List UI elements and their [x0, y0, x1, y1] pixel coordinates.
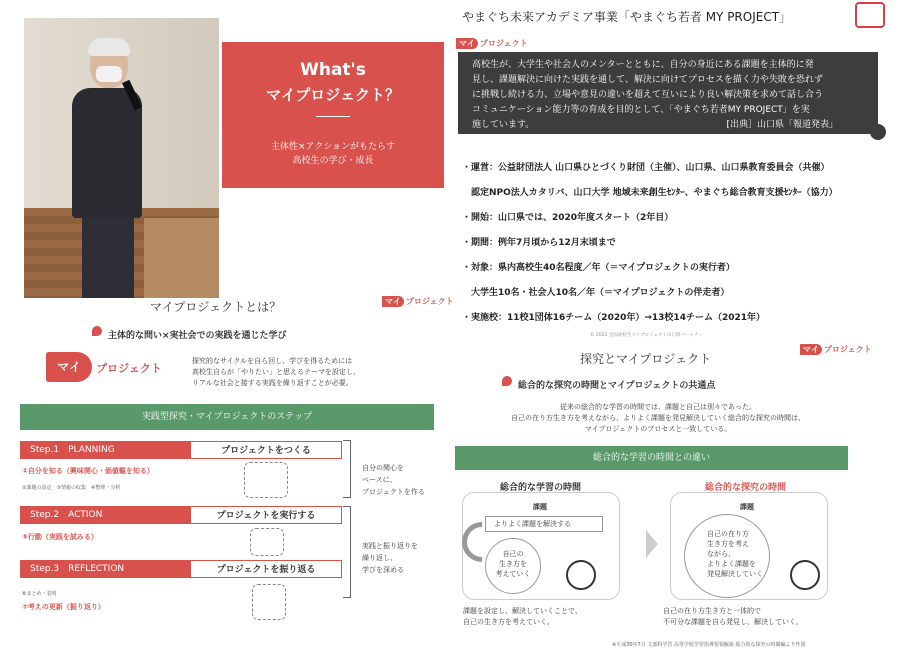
left-caption: 課題を設定し、解決していくことで、 自己の生き方を考えていく。 [463, 607, 582, 626]
footnote: ※平成30年7月 文部科学省 高等学校学習指導要領解説 総合的な探究の時間編より作図 [612, 642, 806, 648]
step-detail: ⑤行動（実践を試みる） [22, 533, 98, 541]
card-tagline: 主体性×アクションがもたらす 高校生の学び・成長 [270, 142, 396, 166]
bullet-icon [92, 326, 102, 336]
step-sub: ②課題の設定 ③情報の収集 ④整理・分析 [22, 485, 121, 491]
myproject-subheading: 主体的な問い×実社会での実践を通じた学び [108, 331, 287, 341]
chevron-right-icon [646, 530, 658, 558]
right-caption: 自己の在り方生き方と一体的で 不可分な課題を自ら発見し、解決していく。 [663, 607, 803, 626]
step-sub: ⑥まとめ・表現 [22, 591, 57, 597]
action-sketch-icon [250, 528, 284, 556]
note-deepen: 実践と振り返りを 繰り返し、 学びを深める [362, 542, 418, 574]
bullet-icon [502, 376, 512, 386]
info-row: ・開始：山口県では、2020年度スタート（2年目） [462, 213, 674, 223]
step-action: Step.2 ACTION プロジェクトを実行する [20, 506, 342, 524]
step-planning: Step.1 PLANNING プロジェクトをつくる [20, 441, 342, 459]
info-row: ・対象：県内高校生40名程度／年（＝マイプロジェクトの実行者） [462, 263, 735, 273]
info-row: 大学生10名・社会人10名／年（＝マイプロジェクトの伴走者） [462, 288, 730, 298]
info-row: ・期間：例年7月頃から12月末頃まで [462, 238, 616, 248]
compare-title-bar: 総合的な学習の時間との違い [455, 446, 848, 470]
bracket [343, 506, 351, 598]
solve-box: よりよく課題を解決する [485, 516, 603, 532]
note-create: 自分の関心を ベースに、 プロジェクトを作る [362, 464, 425, 496]
press-source: [出典］山口県「報道発表」 [726, 120, 838, 130]
topic-label: 課題 [533, 503, 547, 511]
reflection-sketch-icon [252, 584, 286, 620]
card-divider [316, 116, 350, 117]
thinking-person-icon [566, 560, 596, 590]
project-title: やまぐち未来アカデミア事業「やまぐち若者 MY PROJECT」 [462, 10, 792, 24]
myproject-logo: マイ プロジェクト [46, 352, 170, 386]
myproject-heading: マイプロジェクトとは？ [150, 300, 282, 314]
inquiry-heading: 探究とマイプロジェクト [580, 352, 712, 366]
speech-bubble-icon [870, 124, 886, 140]
inquiry-subheading: 総合的な探究の時間とマイプロジェクトの共通点 [518, 381, 716, 391]
inquiry-description: 従来の総合的な学習の時間では、課題と自己は別々であった。 自己の在り方生き方を考えながら、よりよく課題を発見解決していく総合的な探究の時間は、 マイプロジェクトのプロセスと一致している。 [511, 403, 805, 433]
info-list [462, 156, 892, 331]
info-row: ・実施校：11校1団体16チーム（2020年）→13校14チーム（2021年） [462, 313, 765, 323]
card-title-jp: マイプロジェクト？ [266, 86, 400, 104]
info-row: ・運営：公益財団法人 山口県ひとづくり財団（主催）、山口県、山口県教育委員会（共催） [462, 163, 830, 173]
myproject-badge: マイ プロジェクト [456, 38, 528, 49]
topic-label: 課題 [740, 503, 754, 511]
card-title-en: What's [300, 60, 366, 80]
yamaguchi-logo-icon [855, 2, 885, 28]
press-release-box: 高校生が、大学生や社会人のメンターとともに、自分の身近にある課題を主体的に発 見し、課題解決に向けた実践を通して、解決に向けてプロセスを描く力や失敗を恐れず に挑戦し続ける力、立場や意見の違いを超えて互いにより良い解決策を求めて話し合う コミュニケーション能力等の育成を目的として、「やまぐち若者MY PROJECT」を実 施しています。 [出典］山口県「報道発表」 [458, 52, 878, 134]
myproject-badge: マイ プロジェクト [800, 344, 872, 355]
info-row: 認定NPO法人カタリバ、山口大学 地域未来創生ｾﾝﾀｰ、やまぐち総合教育支援ｾﾝﾀｰ（協力） [462, 188, 838, 198]
step-detail: ①自分を知る（興味関心・価値観を知る） [22, 467, 154, 475]
whats-myproject-card [222, 42, 444, 188]
step-reflection: Step.3 REFLECTION プロジェクトを振り返る [20, 560, 342, 578]
step-detail: ⑦考えの更新（振り返り） [22, 603, 105, 611]
bracket [343, 440, 351, 498]
self-circle: 自己の 生き方を 考えていく [485, 538, 541, 594]
planning-sketch-icon [244, 462, 288, 498]
steps-title-bar: 実践型探究・マイプロジェクトのステップ [20, 404, 434, 430]
myproject-badge: マイ プロジェクト [382, 296, 454, 307]
copyright: © 2022 全国高校生マイプロジェクト山口県パートナー [590, 333, 703, 338]
thinking-person-icon [790, 560, 820, 590]
self-task-circle: 自己の在り方 生き方を考え ながら、 よりよく課題を 発見解決していく [684, 514, 770, 598]
right-column-title: 総合的な探究の時間 [705, 483, 787, 493]
myproject-description: 探究的なサイクルを自ら回し、学びを得るためには 高校生自らが「やりたい」と思えるテーマを設定し、 リアルな社会と接する実践を繰り返すことが必要。 [192, 357, 360, 387]
speaker-photo [24, 18, 219, 298]
left-column-title: 総合的な学習の時間 [500, 483, 582, 493]
